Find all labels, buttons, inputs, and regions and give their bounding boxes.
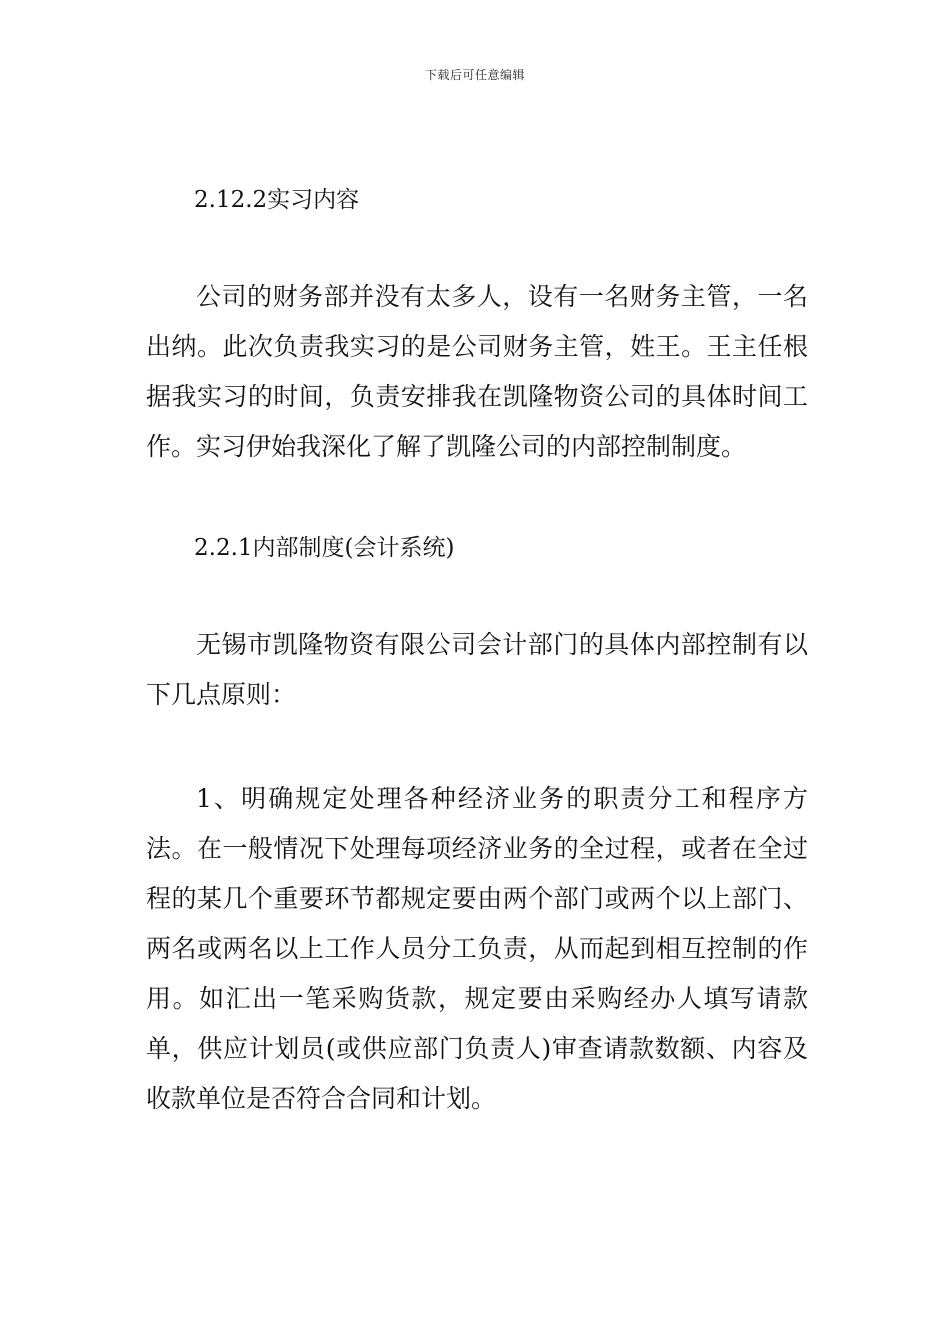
page-header-note: 下载后可任意编辑 bbox=[424, 68, 525, 82]
section-heading-internal-system: 2.2.1内部制度(会计系统) bbox=[194, 535, 455, 561]
section-heading-internship-content: 2.12.2实习内容 bbox=[194, 187, 360, 213]
paragraph-finance-department: 公司的财务部并没有太多人，设有一名财务主管，一名出纳。此次负责我实习的是公司财务主管，姓王。王主任根据我实习的时间，负责安排我在凯隆物资公司的具体时间工作。实习伊始我深化了解了凯隆公司的内部控制制度。 bbox=[146, 282, 808, 461]
paragraph-control-principles: 无锡市凯隆物资有限公司会计部门的具体内部控制有以下几点原则： bbox=[146, 630, 808, 709]
paragraph-principle-1: 1、明确规定处理各种经济业务的职责分工和程序方法。在一般情况下处理每项经济业务的全过程，或者在全过程的某几个重要环节都规定要由两个部门或两个以上部门、两名或两名以上工作人员分工负责，从而起到相互控制的作用。如汇出一笔采购货款，规定要由采购经办人填写请款单，供应计划员(或供应部门负责人)审查请款数额、内容及收款单位是否符合合同和计划。 bbox=[146, 784, 808, 1113]
document-body bbox=[146, 178, 808, 1124]
